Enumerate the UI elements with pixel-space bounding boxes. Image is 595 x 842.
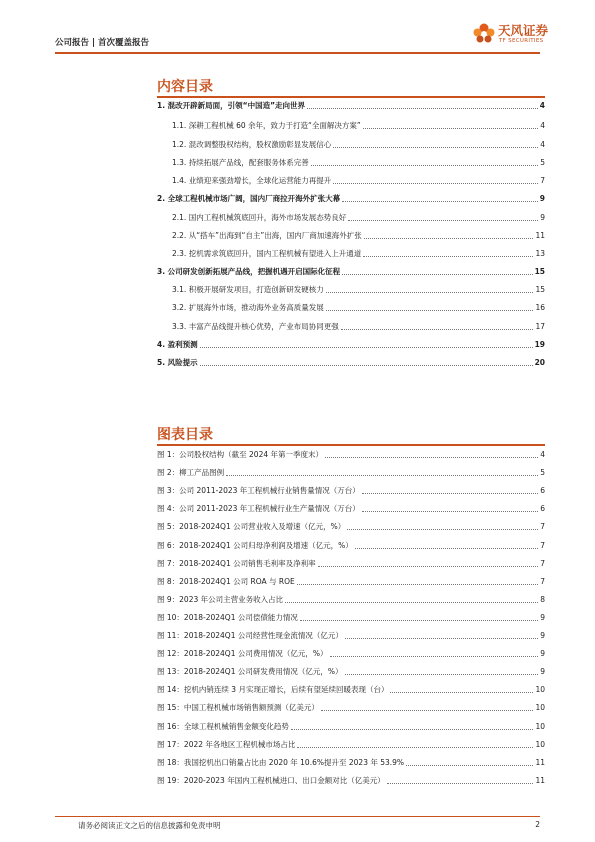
figure-entry[interactable]: [157, 521, 545, 532]
figure-entry[interactable]: [157, 594, 545, 605]
dot-leader: [297, 747, 533, 748]
figure-entry-page: 9: [540, 612, 545, 622]
toc-entry-section[interactable]: [172, 302, 545, 313]
figure-entry[interactable]: [157, 775, 545, 786]
figure-entry-page: 7: [540, 558, 545, 568]
figure-entry-page: 5: [540, 468, 545, 478]
figure-entry[interactable]: [157, 485, 545, 496]
toc-entry-section[interactable]: [172, 284, 545, 295]
toc-title-underline: [157, 96, 545, 98]
report-type-label: 公司报告 | 首次覆盖报告: [55, 38, 150, 48]
figure-entry-text: 图 4：公司 2011-2023 年工程机械行业生产量情况（万台）: [157, 504, 360, 514]
figure-entry[interactable]: [157, 648, 545, 659]
dot-leader: [285, 602, 538, 603]
toc-entry-section[interactable]: [172, 120, 545, 131]
dot-leader: [333, 183, 538, 184]
figure-entry-text: 图 9：2023 年公司主营业务收入占比: [157, 594, 284, 604]
figure-entry-text: 图 1：公司股权结构（截至 2024 年第一季度末）: [157, 450, 324, 459]
toc-entry-page: 9: [539, 194, 545, 203]
figure-entry[interactable]: [157, 739, 545, 750]
figure-entry-page: 7: [540, 540, 545, 550]
figure-entry-text: 图 3：公司 2011-2023 年工程机械行业销售量情况（万台）: [157, 486, 360, 496]
dot-leader: [347, 529, 538, 530]
toc-title: 内容目录: [157, 79, 213, 95]
toc-entry-page: 19: [534, 340, 545, 349]
figure-entry-text: 图 17：2022 年各地区工程机械市场占比: [157, 739, 296, 749]
figure-entry-text: 图 10：2018-2024Q1 公司偿债能力情况: [157, 612, 298, 622]
figure-entry[interactable]: [157, 467, 545, 478]
figure-entry-text: 图 7：2018-2024Q1 公司销售毛利率及净利率: [157, 558, 316, 568]
footer-divider: [55, 816, 540, 817]
figure-entry-text: 图 14：挖机内销连续 3 月实现正增长，后续有望延续回暖表现（台）: [157, 685, 389, 695]
dot-leader: [364, 238, 534, 239]
toc-entry-page: 16: [535, 303, 545, 312]
dot-leader: [363, 128, 538, 129]
figures-title: 图表目录: [157, 427, 213, 443]
dot-leader: [362, 493, 538, 494]
figure-entry-page: 10: [535, 685, 545, 695]
footer-disclaimer: 请务必阅读正文之后的信息披露和免责申明: [78, 821, 221, 830]
figure-entry[interactable]: [157, 702, 545, 713]
toc-entry-section[interactable]: [172, 230, 545, 241]
toc-entry-text: 1.2. 混改调整股权结构，股权激励彰显发展信心: [172, 140, 332, 149]
toc-entry-section[interactable]: [172, 212, 545, 223]
toc-entry-text: 3.1. 积极开展研发项目，打造创新研发硬核力: [172, 285, 324, 294]
figure-entry-text: 图 13：2018-2024Q1 公司研发费用情况（亿元，%）: [157, 667, 343, 677]
dot-leader: [355, 548, 538, 549]
company-logo: [470, 18, 565, 52]
toc-entry-chapter[interactable]: [157, 357, 545, 368]
dot-leader: [342, 201, 538, 202]
dot-leader: [390, 692, 533, 693]
figure-entry-page: 4: [540, 450, 545, 459]
dot-leader: [200, 365, 533, 366]
dot-leader: [362, 511, 538, 512]
figure-entry-page: 9: [540, 631, 545, 640]
figure-entry-page: 10: [535, 703, 545, 713]
figure-entry[interactable]: [157, 630, 545, 641]
toc-entry-page: 4: [539, 101, 545, 110]
toc-entry-section[interactable]: [172, 175, 545, 186]
toc-entry-page: 15: [534, 267, 545, 276]
figures-title-underline: [157, 444, 545, 446]
toc-entry-page: 4: [540, 121, 545, 130]
figure-entry[interactable]: [157, 612, 545, 623]
toc-entry-text: 1.3. 持续拓展产品线，配套服务体系完善: [172, 158, 309, 167]
toc-entry-text: 3. 公司研发创新拓展产品线，把握机遇开启国际化征程: [157, 267, 341, 276]
figure-entry[interactable]: [157, 540, 545, 551]
figure-entry-text: 图 15：中国工程机械市场销售额预测（亿美元）: [157, 703, 319, 713]
dot-leader: [330, 656, 539, 657]
dot-leader: [363, 256, 533, 257]
toc-entry-page: 20: [534, 358, 545, 367]
dot-leader: [348, 220, 538, 221]
figure-entry-text: 图 18：我国挖机出口销量占比由 2020 年 10.6%提升至 2023 年 53.9%: [157, 757, 405, 767]
toc-entry-text: 3.2. 扩展海外市场，推动海外业务高质量发展: [172, 303, 324, 312]
toc-entry-page: 17: [535, 322, 545, 331]
dot-leader: [321, 710, 534, 711]
figure-entry-text: 图 6：2018-2024Q1 公司归母净利润及增速（亿元，%）: [157, 540, 353, 550]
toc-entry-page: 7: [540, 176, 545, 185]
header-divider: [55, 52, 540, 54]
dot-leader: [291, 729, 534, 730]
figure-entry[interactable]: [157, 558, 545, 569]
figure-entry-page: 10: [535, 721, 545, 731]
dot-leader: [226, 475, 538, 476]
dot-leader: [307, 108, 538, 109]
dot-leader: [300, 620, 538, 621]
dot-leader: [325, 457, 538, 458]
dot-leader: [345, 674, 539, 675]
figure-entry[interactable]: [157, 576, 545, 587]
dot-leader: [311, 165, 539, 166]
dot-leader: [326, 310, 534, 311]
toc-entry-text: 1.1. 深耕工程机械 60 余年，致力于打造“全面解决方案”: [172, 121, 361, 130]
figure-entry-text: 图 12：2018-2024Q1 公司费用情况（亿元，%）: [157, 649, 328, 659]
toc-entry-chapter[interactable]: [157, 266, 545, 277]
toc-entry-text: 1. 混改开辟新局面，引领“中国造”走向世界: [157, 101, 306, 110]
dot-leader: [342, 274, 532, 275]
toc-entry-section[interactable]: [172, 321, 545, 332]
figure-entry-page: 7: [540, 576, 545, 586]
toc-entry-section[interactable]: [172, 157, 545, 168]
dot-leader: [297, 584, 539, 585]
figure-entry-page: 11: [535, 775, 545, 785]
toc-entry-page: 11: [535, 231, 545, 240]
figure-entry-text: 图 19：2020-2023 年国内工程机械进口、出口金额对比（亿美元）: [157, 775, 385, 785]
figure-entry-text: 图 11：2018-2024Q1 公司经营性现金流情况（亿元）: [157, 631, 343, 640]
logo-text-cn: 天风证券: [498, 23, 549, 38]
dot-leader: [333, 147, 538, 148]
figure-entry-page: 10: [535, 739, 545, 749]
figure-entry-page: 9: [540, 649, 545, 659]
figure-entry[interactable]: [157, 666, 545, 677]
dot-leader: [200, 347, 533, 348]
figure-entry-text: 图 8：2018-2024Q1 公司 ROA 与 ROE: [157, 576, 295, 586]
dot-leader: [345, 638, 538, 639]
toc-entry-text: 2. 全球工程机械市场广阔，国内厂商拉开海外扩张大幕: [157, 194, 341, 203]
figure-entry[interactable]: [157, 757, 545, 768]
figure-entry[interactable]: [157, 449, 545, 460]
toc-entry-chapter[interactable]: [157, 100, 545, 111]
figure-entry-page: 7: [540, 522, 545, 532]
toc-entry-text: 3.3. 丰富产品线提升核心优势，产业布局协同更强: [172, 322, 339, 331]
toc-entry-page: 5: [540, 158, 545, 167]
toc-entry-page: 9: [540, 213, 545, 222]
figure-entry[interactable]: [157, 503, 545, 514]
figure-entry[interactable]: [157, 684, 545, 695]
dot-leader: [326, 292, 534, 293]
toc-entry-text: 2.2. 从“搭车”出海到“自主”出海，国内厂商加速海外扩张: [172, 231, 362, 240]
figure-entry[interactable]: [157, 721, 545, 732]
figure-entry-page: 6: [540, 486, 545, 496]
toc-entry-page: 15: [535, 285, 545, 294]
toc-entry-text: 2.1. 国内工程机械筑底回升，海外市场发展态势良好: [172, 213, 347, 222]
dot-leader: [341, 329, 534, 330]
toc-entry-page: 4: [540, 140, 545, 149]
figure-entry-text: 图 5：2018-2024Q1 公司营业收入及增速（亿元，%）: [157, 522, 346, 532]
page-number: 2: [535, 820, 540, 829]
toc-entry-text: 5. 风险提示: [157, 358, 198, 367]
logo-flower-icon: [470, 18, 498, 48]
toc-entry-text: 2.3. 挖机需求筑底回升，国内工程机械有望进入上升通道: [172, 249, 362, 258]
dot-leader: [387, 783, 534, 784]
figure-entry-text: 图 2：柳工产品图例: [157, 468, 225, 478]
dot-leader: [318, 566, 539, 567]
logo-text-en: TF SECURITIES: [499, 38, 544, 44]
toc-entry-page: 13: [535, 249, 545, 258]
figure-entry-page: 9: [540, 667, 545, 677]
dot-leader: [406, 765, 533, 766]
toc-entry-chapter[interactable]: [157, 339, 545, 350]
figure-entry-page: 6: [540, 504, 545, 514]
toc-entry-section[interactable]: [172, 139, 545, 150]
figure-entry-page: 11: [535, 757, 545, 767]
toc-entry-chapter[interactable]: [157, 193, 545, 204]
toc-entry-text: 1.4. 业绩迎来强劲增长，全球化运营能力再提升: [172, 176, 332, 185]
figure-entry-page: 8: [540, 594, 545, 604]
figure-entry-text: 图 16：全球工程机械销售金额变化趋势: [157, 721, 289, 731]
toc-entry-text: 4. 盈利预测: [157, 340, 198, 349]
toc-entry-section[interactable]: [172, 248, 545, 259]
